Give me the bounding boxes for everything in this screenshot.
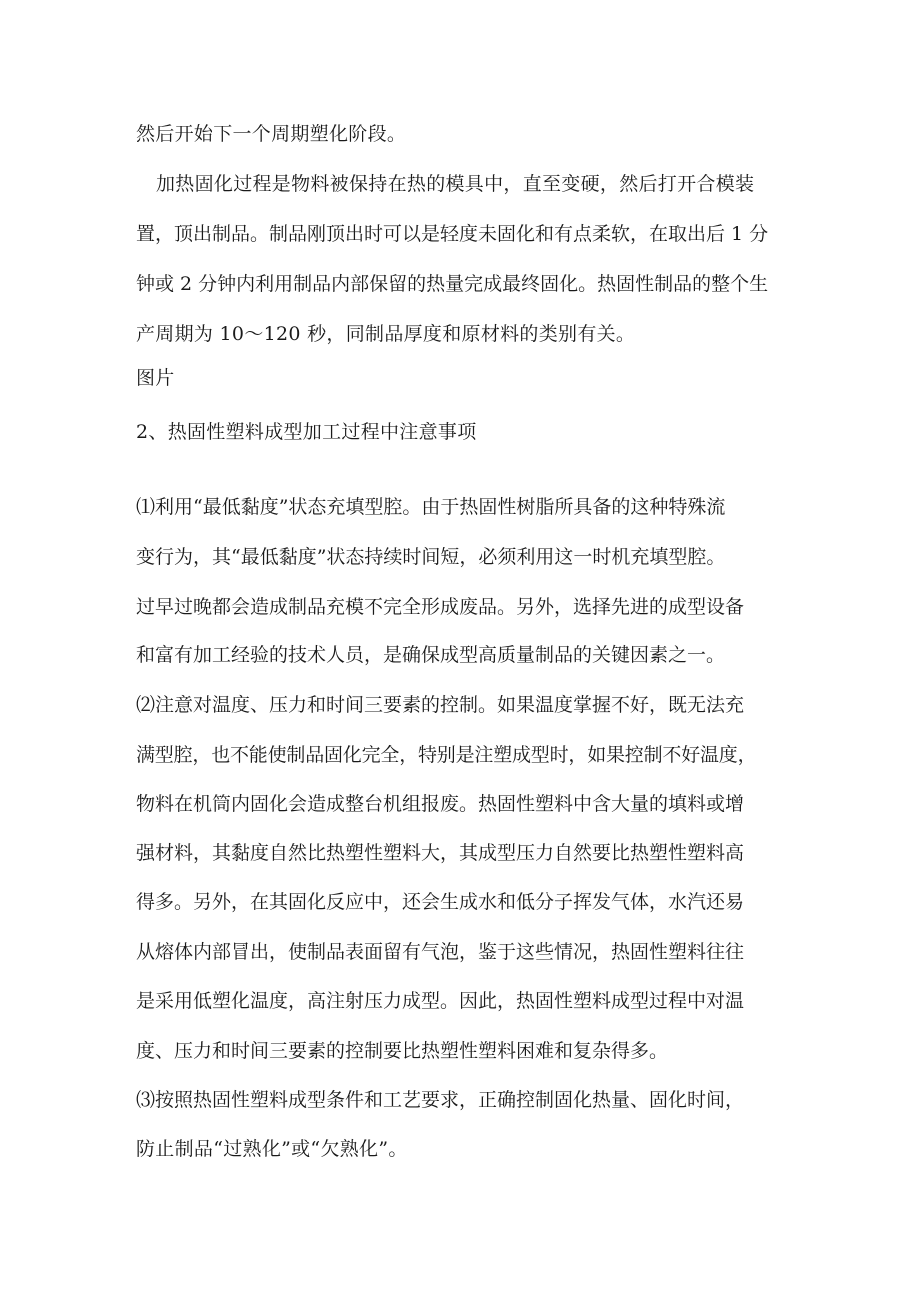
text-line-5: 产周期为 10～120 秒，同制品厚度和原材料的类别有关。: [136, 323, 636, 345]
text-line-1: 然后开始下一个周期塑化阶段。: [136, 123, 407, 145]
text-line-2: 加热固化过程是物料被保持在热的模具中，直至变硬，然后打开合模装: [156, 173, 755, 195]
text-line-9: 变行为，其“最低黏度”状态持续时间短，必须利用这一时机充填型腔。: [136, 546, 726, 568]
text-line-4: 钟或 2 分钟内利用制品内部保留的热量完成最终固化。热固性制品的整个生: [136, 273, 769, 295]
text-line-14: 物料在机筒内固化会造成整台机组报废。热固性塑料中含大量的填料或增: [136, 793, 745, 815]
text-line-11: 和富有加工经验的技术人员，是确保成型高质量制品的关键因素之一。: [136, 644, 726, 666]
text-line-21: 防止制品“过熟化”或“欠熟化”。: [136, 1138, 408, 1160]
text-line-10: 过早过晚都会造成制品充模不完全形成废品。另外，选择先进的成型设备: [136, 596, 745, 618]
text-line-8: ⑴利用“最低黏度”状态充填型腔。由于热固性树脂所具备的这种特殊流: [136, 496, 726, 518]
text-line-3: 置，顶出制品。制品刚顶出时可以是轻度未固化和有点柔软，在取出后 1 分: [136, 223, 769, 245]
text-line-18: 是采用低塑化温度，高注射压力成型。因此，热固性塑料成型过程中对温: [136, 990, 745, 1012]
text-line-13: 满型腔，也不能使制品固化完全，特别是注塑成型时，如果控制不好温度，: [136, 744, 757, 766]
section-heading: 2、热固性塑料成型加工过程中注意事项: [136, 421, 477, 443]
image-placeholder-label: 图片: [136, 367, 175, 389]
text-line-19: 度、压力和时间三要素的控制要比热塑性塑料困难和复杂得多。: [136, 1040, 669, 1062]
text-line-12: ⑵注意对温度、压力和时间三要素的控制。如果温度掌握不好，既无法充: [136, 694, 745, 716]
text-line-17: 从熔体内部冒出，使制品表面留有气泡，鉴于这些情况，热固性塑料往往: [136, 941, 745, 963]
text-line-15: 强材料，其黏度自然比热塑性塑料大，其成型压力自然要比热塑性塑料高: [136, 842, 745, 864]
text-line-20: ⑶按照热固性塑料成型条件和工艺要求，正确控制固化热量、固化时间，: [136, 1089, 745, 1111]
text-line-16: 得多。另外，在其固化反应中，还会生成水和低分子挥发气体，水汽还易: [136, 891, 745, 913]
